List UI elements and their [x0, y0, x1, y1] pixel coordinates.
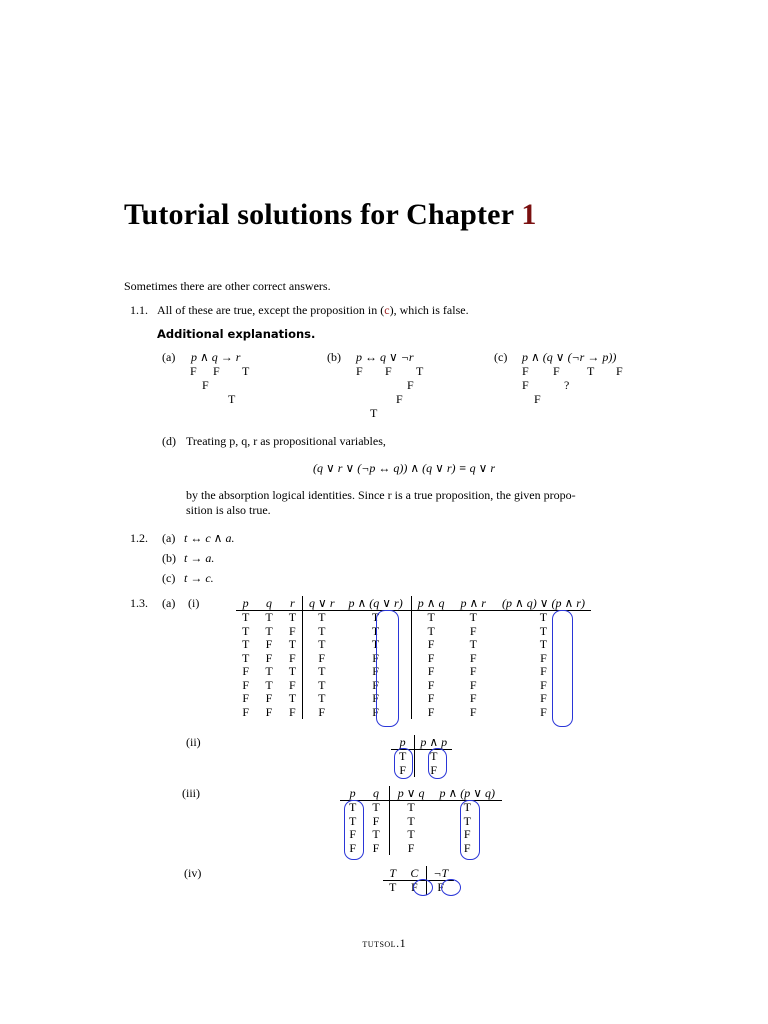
table-cell: T — [318, 623, 326, 638]
q1-2b-label: (b) — [162, 551, 176, 565]
column-header: p ∧ q — [411, 596, 450, 611]
table-header-row — [383, 866, 454, 881]
table-cell: F — [363, 842, 389, 856]
q1-1b-expression: p ↔ q ∨ ¬r — [356, 350, 414, 364]
table-cell: T — [430, 749, 438, 763]
table-cell: F — [265, 691, 273, 705]
table-cell: T — [242, 610, 250, 624]
q1-1d-paragraph-line: sition is also true. — [186, 503, 271, 517]
q1-2-label: 1.2. — [130, 531, 148, 545]
q1-3a-iv-label: (iv) — [184, 866, 202, 880]
column-header: ¬T — [427, 866, 454, 881]
q1-1-text-after: ), which is false. — [389, 303, 469, 317]
q1-1a-label: (a) — [162, 350, 176, 364]
table-cell: T — [318, 664, 326, 678]
q1-1a-value: F — [202, 378, 209, 392]
q1-1a-value: F — [213, 364, 220, 378]
q1-3a-iii-label: (iii) — [182, 786, 200, 800]
q1-3a-label: (a) — [162, 596, 176, 610]
footer-label: tutsol. — [362, 936, 400, 950]
table-cell: F — [540, 664, 547, 678]
column-header: q ∨ r — [303, 596, 341, 611]
column-header: p — [236, 596, 255, 611]
table-cell: F — [407, 840, 415, 855]
table-cell: F — [427, 650, 435, 665]
table-cell: F — [469, 623, 477, 638]
highlight-oval — [552, 610, 573, 727]
table-cell: F — [402, 881, 427, 895]
table-cell: T — [242, 650, 250, 665]
q1-1c-value: F — [522, 364, 529, 378]
q1-1c-value: F — [553, 364, 560, 378]
table-cell: T — [539, 610, 548, 624]
table-cell: F — [349, 840, 357, 855]
column-header: p ∧ (q ∨ r) — [340, 596, 411, 611]
column-header: p ∨ q — [389, 786, 432, 801]
q1-1b-label: (b) — [327, 350, 341, 364]
table-cell: T — [265, 610, 273, 624]
q1-2b-expression: t → a. — [184, 551, 215, 565]
table-cell: F — [265, 704, 273, 719]
column-header: q — [255, 596, 282, 611]
table-cell: F — [242, 704, 250, 719]
table-cell: T — [242, 623, 250, 638]
table-cell: F — [540, 691, 547, 705]
q1-1c-value: F — [534, 392, 541, 406]
table-cell: T — [349, 813, 357, 828]
q1-2a-expression: t ↔ c ∧ a. — [184, 531, 235, 545]
q1-1-statement — [157, 303, 469, 318]
truth-table-i — [236, 596, 591, 719]
table-cell: F — [437, 880, 445, 894]
table-cell: T — [539, 637, 548, 651]
table-cell: F — [363, 815, 389, 829]
table-row — [236, 611, 591, 625]
q1-1c-value: F — [522, 378, 529, 392]
highlight-oval — [394, 748, 413, 779]
column-header: T — [383, 866, 402, 881]
table-cell: T — [318, 691, 326, 705]
table-cell: F — [242, 677, 250, 692]
table-cell: T — [283, 665, 303, 679]
table-cell: F — [349, 827, 357, 841]
table-cell: F — [283, 679, 303, 693]
q1-1-text-before: All of these are true, except the proposition in ( — [157, 303, 385, 317]
table-cell: T — [283, 638, 303, 652]
table-cell: T — [318, 677, 326, 692]
q1-1b-value: F — [356, 364, 363, 378]
table-cell: T — [349, 800, 357, 814]
table-cell: T — [283, 692, 303, 706]
q1-1d-text: Treating p, q, r as propositional variables, — [186, 434, 386, 448]
table-cell: T — [318, 610, 326, 624]
table-cell: T — [242, 637, 250, 651]
q1-1b-value: T — [370, 406, 378, 420]
q1-2a-label: (a) — [162, 531, 176, 545]
table-cell: T — [407, 827, 415, 841]
table-row — [236, 625, 591, 639]
highlight-oval — [376, 610, 399, 727]
table-cell: F — [340, 706, 411, 720]
q1-1d-label: (d) — [162, 434, 176, 448]
chapter-number: 1 — [521, 198, 537, 231]
table-header-row — [340, 786, 502, 801]
table-cell: T — [463, 813, 471, 828]
highlight-oval — [460, 800, 480, 860]
table-cell: F — [469, 691, 477, 705]
q1-1a-value: T — [228, 392, 236, 406]
title-text: Tutorial solutions for Chapter — [124, 198, 522, 231]
table-cell: F — [283, 706, 303, 720]
table-cell: T — [318, 637, 326, 651]
table-cell: T — [265, 677, 273, 692]
table-cell: F — [469, 677, 477, 692]
q1-3-label: 1.3. — [130, 596, 148, 610]
q1-3a-i-label: (i) — [188, 596, 200, 610]
table-cell: F — [340, 679, 411, 693]
table-cell: T — [427, 610, 435, 624]
table-row — [236, 665, 591, 679]
table-cell: T — [391, 750, 415, 764]
q1-1a-value: F — [190, 364, 197, 378]
table-cell: T — [463, 800, 471, 814]
table-cell: T — [539, 623, 548, 638]
table-cell: T — [469, 637, 477, 651]
table-header-row — [236, 596, 591, 611]
footer-page-number: 1 — [399, 936, 406, 950]
q1-1-ref-link[interactable]: c — [384, 303, 390, 317]
page-title — [124, 198, 537, 232]
q1-1b-value: T — [416, 364, 424, 378]
column-header: (p ∧ q) ∨ (p ∧ r) — [496, 596, 591, 611]
table-cell: F — [427, 664, 435, 678]
column-header: p — [340, 786, 363, 801]
column-header: q — [363, 786, 389, 801]
q1-3a-ii-label: (ii) — [186, 735, 201, 749]
column-header: p ∧ r — [451, 596, 496, 611]
table-cell: F — [283, 652, 303, 666]
table-row — [236, 706, 591, 720]
table-cell: F — [340, 692, 411, 706]
table-cell: F — [540, 704, 547, 719]
column-header: r — [283, 596, 303, 611]
column-header: p — [391, 735, 415, 750]
table-cell: T — [407, 813, 415, 828]
highlight-oval — [428, 748, 447, 779]
table-cell: T — [340, 638, 411, 652]
table-cell: F — [463, 827, 471, 841]
q1-1c-value: ? — [564, 378, 570, 392]
q1-1a-value: T — [242, 364, 250, 378]
table-cell: T — [469, 610, 477, 624]
highlight-oval — [344, 800, 364, 860]
table-cell: T — [427, 623, 435, 638]
table-cell: F — [469, 664, 477, 678]
q1-2c-expression: t → c. — [184, 571, 214, 585]
table-cell: F — [242, 691, 250, 705]
q1-1c-expression: p ∧ (q ∨ (¬r → p)) — [522, 350, 617, 364]
table-cell: T — [363, 828, 389, 842]
table-cell: F — [427, 677, 435, 692]
table-cell: F — [427, 691, 435, 705]
table-cell: F — [463, 840, 471, 855]
table-row — [236, 652, 591, 666]
additional-explanations-heading: Additional explanations. — [157, 327, 316, 341]
table-cell: F — [340, 652, 411, 666]
intro-text: Sometimes there are other correct answers. — [124, 279, 331, 293]
table-cell: T — [265, 623, 273, 638]
table-cell: F — [318, 650, 326, 665]
highlight-circle — [441, 879, 461, 896]
q1-1-label: 1.1. — [130, 303, 148, 317]
q1-1a-expression: p ∧ q → r — [191, 350, 241, 364]
table-cell: F — [265, 650, 273, 665]
table-cell: F — [469, 704, 477, 719]
column-header: C — [402, 866, 427, 881]
table-cell: T — [340, 625, 411, 639]
table-cell: T — [389, 880, 397, 894]
q1-1c-value: F — [616, 364, 623, 378]
table-cell: F — [283, 625, 303, 639]
table-cell: F — [427, 704, 435, 719]
column-header: p ∧ p — [415, 735, 452, 750]
q1-1c-label: (c) — [494, 350, 508, 364]
table-cell: F — [430, 762, 438, 777]
table-cell: T — [283, 611, 303, 625]
table-cell: T — [363, 801, 389, 815]
q1-1b-value: F — [396, 392, 403, 406]
table-row — [236, 638, 591, 652]
table-cell: F — [242, 664, 250, 678]
table-cell: T — [265, 664, 273, 678]
table-cell: F — [391, 764, 415, 778]
table-cell: T — [340, 611, 411, 625]
q1-1c-value: T — [587, 364, 595, 378]
table-row — [236, 679, 591, 693]
highlight-circle — [413, 879, 433, 896]
table-cell: F — [540, 650, 547, 665]
q1-1d-paragraph-line: by the absorption logical identities. Since r is a true proposition, the given propo- — [186, 488, 576, 502]
table-cell: F — [469, 650, 477, 665]
q1-1d-formula: (q ∨ r ∨ (¬p ↔ q)) ∧ (q ∨ r) ≡ q ∨ r — [313, 461, 496, 475]
column-header: p ∧ (p ∨ q) — [432, 786, 502, 801]
table-row — [236, 692, 591, 706]
q1-2c-label: (c) — [162, 571, 176, 585]
table-cell: F — [340, 665, 411, 679]
table-cell: F — [540, 677, 547, 692]
q1-1b-value: F — [407, 378, 414, 392]
table-cell: F — [427, 637, 435, 651]
q1-1b-value: F — [385, 364, 392, 378]
page-footer — [0, 936, 768, 951]
table-cell: F — [265, 637, 273, 651]
table-cell: T — [407, 800, 415, 814]
table-cell: F — [318, 704, 326, 719]
